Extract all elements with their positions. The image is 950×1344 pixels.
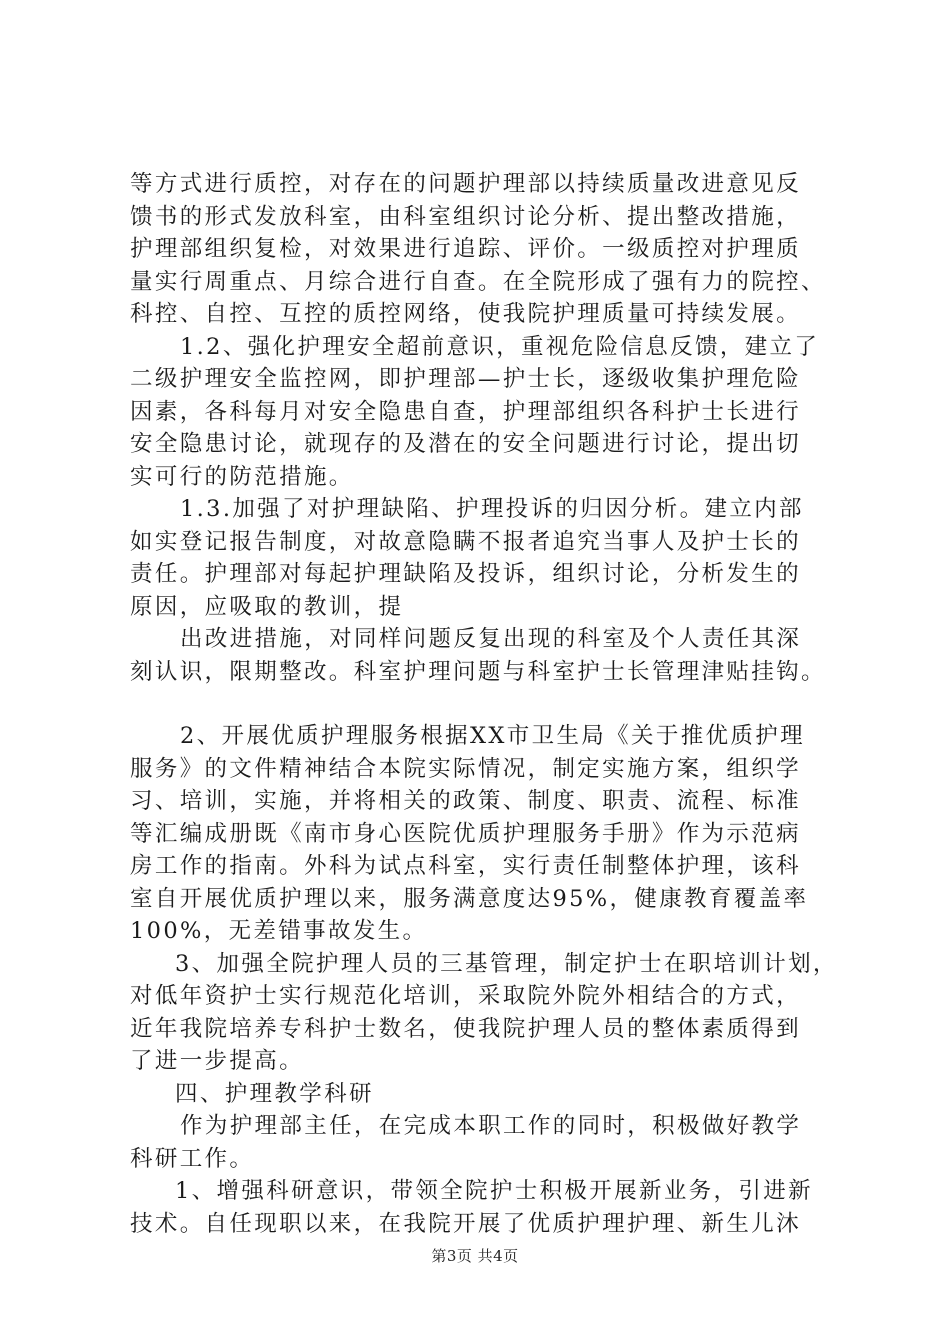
- text-line: 馈书的形式发放科室，由科室组织讨论分析、提出整改措施，: [130, 204, 801, 230]
- text-line: 作为护理部主任，在完成本职工作的同时，积极做好教学: [180, 1113, 802, 1139]
- text-line: 习、培训，实施，并将相关的政策、制度、职责、流程、标准: [130, 788, 801, 814]
- text-line: 责任。护理部对每起护理缺陷及投诉，组织讨论，分析发生的: [130, 561, 801, 587]
- text-line: 实可行的防范措施。: [130, 464, 354, 490]
- text-line: 1.2、强化护理安全超前意识，重视危险信息反馈，建立了: [180, 334, 820, 360]
- section-heading: 四、护理教学科研: [175, 1081, 374, 1107]
- text-line: 室自开展优质护理以来，服务满意度达95%，健康教育覆盖率: [130, 886, 809, 912]
- text-line: 了进一步提高。: [130, 1048, 304, 1074]
- text-line: 原因，应吸取的教训，提: [130, 594, 404, 620]
- text-line: 对低年资护士实行规范化培训，采取院外院外相结合的方式，: [130, 983, 801, 1009]
- text-line: 安全隐患讨论，就现存的及潜在的安全问题进行讨论，提出切: [130, 431, 801, 457]
- text-line: 房工作的指南。外科为试点科室，实行责任制整体护理，该科: [130, 853, 801, 879]
- page-number-footer: 第3页 共4页: [431, 1247, 519, 1265]
- text-line: 2、开展优质护理服务根据XX市卫生局《关于推优质护理: [180, 723, 805, 749]
- text-line: 因素，各科每月对安全隐患自查，护理部组织各科护士长进行: [130, 399, 801, 425]
- text-line: 二级护理安全监控网，即护理部—护士长，逐级收集护理危险: [130, 366, 801, 392]
- text-line: 等汇编成册既《南市身心医院优质护理服务手册》作为示范病: [130, 821, 801, 847]
- text-line: 量实行周重点、月综合进行自查。在全院形成了强有力的院控、: [130, 269, 826, 295]
- text-line: 出改进措施，对同样问题反复出现的科室及个人责任其深: [180, 626, 802, 652]
- text-line: 科控、自控、互控的质控网络，使我院护理质量可持续发展。: [130, 301, 801, 327]
- text-line: 1.3.加强了对护理缺陷、护理投诉的归因分析。建立内部: [180, 496, 804, 522]
- text-line: 等方式进行质控，对存在的问题护理部以持续质量改进意见反: [130, 171, 801, 197]
- text-line: 1、增强科研意识，带领全院护士积极开展新业务，引进新: [175, 1178, 813, 1204]
- text-line: 科研工作。: [130, 1146, 255, 1172]
- text-line: 3、加强全院护理人员的三基管理，制定护士在职培训计划，: [175, 951, 838, 977]
- text-line: 100%，无差错事故发生。: [130, 918, 428, 944]
- text-line: 服务》的文件精神结合本院实际情况，制定实施方案，组织学: [130, 756, 801, 782]
- text-line: 刻认识，限期整改。科室护理问题与科室护士长管理津贴挂钩。: [130, 659, 826, 685]
- text-line: 如实登记报告制度，对故意隐瞒不报者追究当事人及护士长的: [130, 529, 801, 555]
- text-line: 护理部组织复检，对效果进行追踪、评价。一级质控对护理质: [130, 236, 801, 262]
- text-line: 近年我院培养专科护士数名，使我院护理人员的整体素质得到: [130, 1016, 801, 1042]
- text-line: 技术。自任现职以来，在我院开展了优质护理护理、新生儿沐: [130, 1211, 801, 1237]
